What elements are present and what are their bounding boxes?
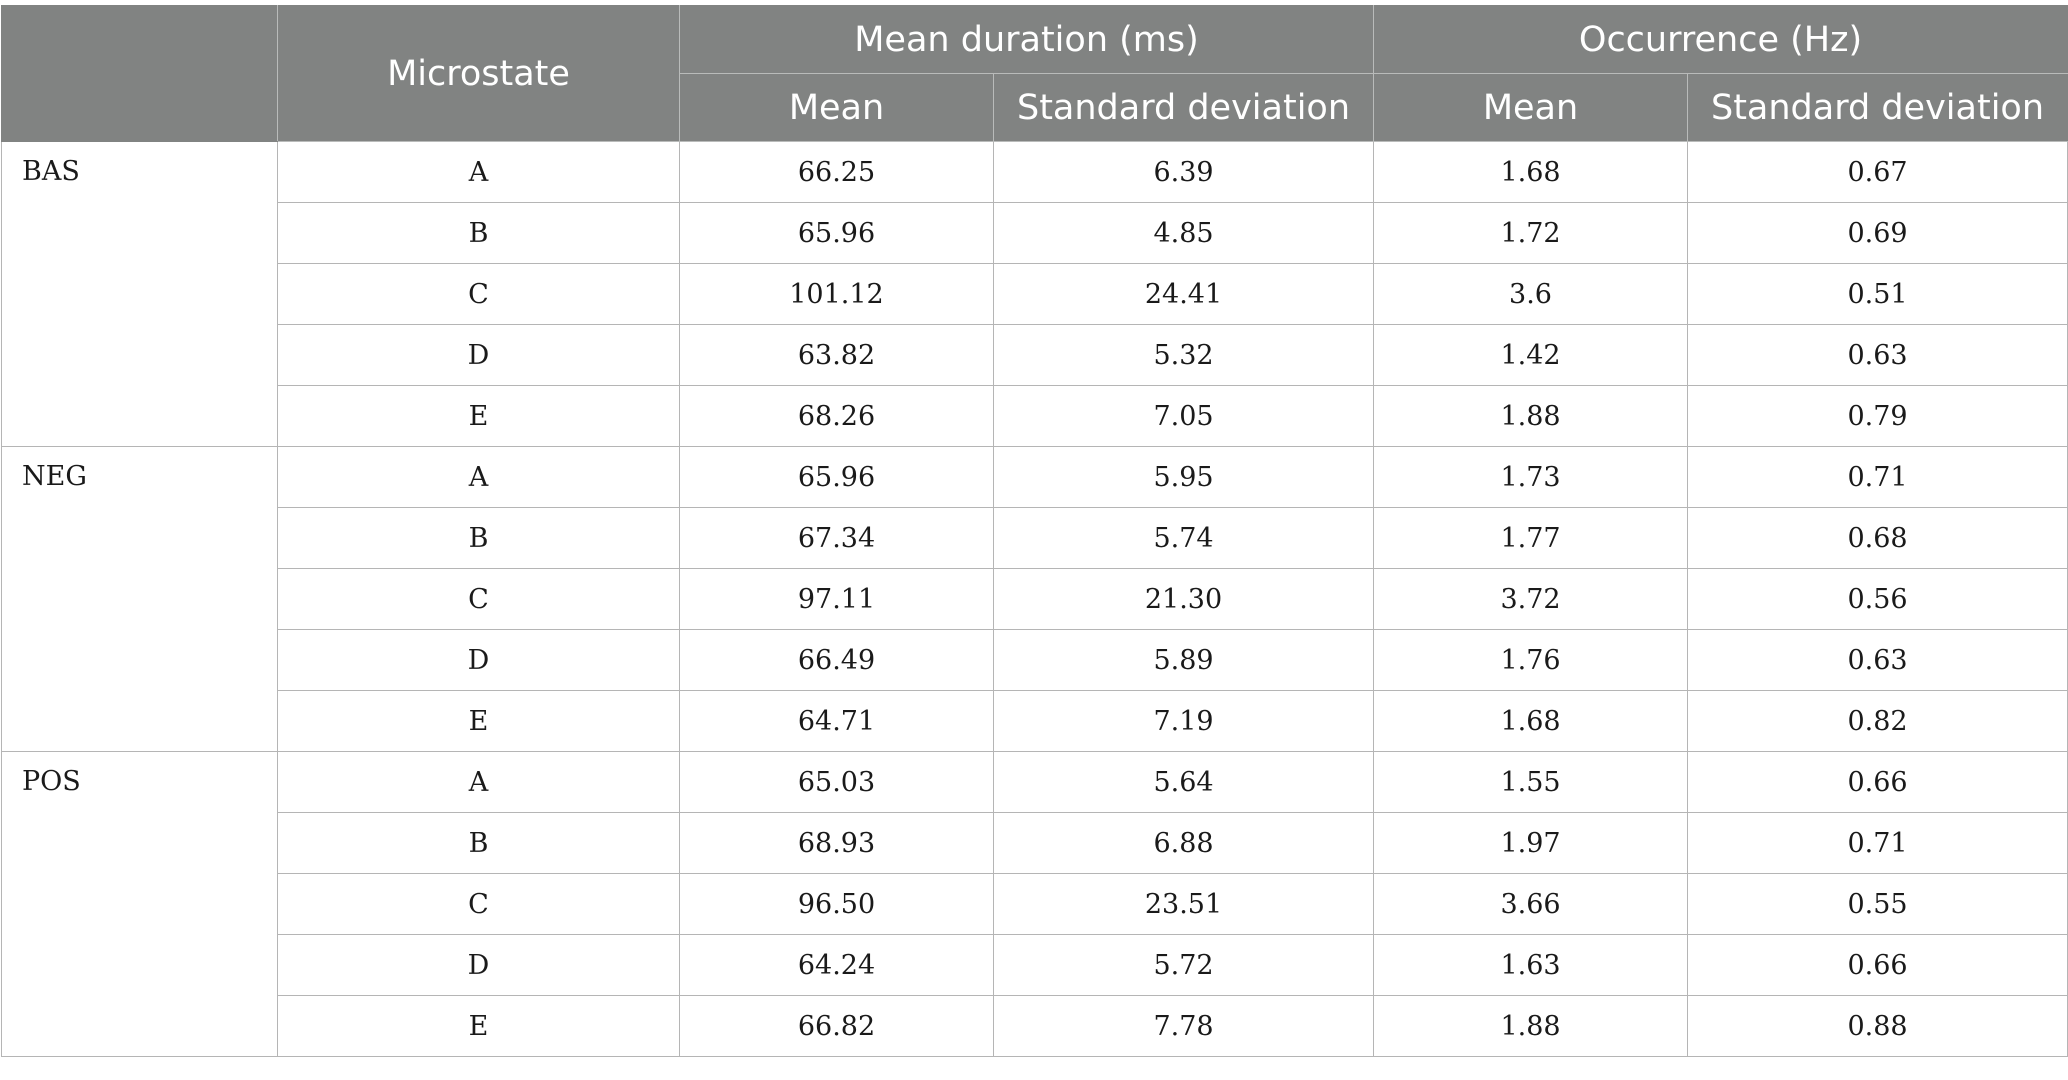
occurrence-mean-cell: 3.72 [1374, 569, 1688, 630]
occurrence-mean-cell: 3.6 [1374, 264, 1688, 325]
occurrence-sd-cell: 0.67 [1688, 142, 2068, 203]
occurrence-mean-cell: 3.66 [1374, 874, 1688, 935]
occurrence-sd-cell: 0.88 [1688, 996, 2068, 1057]
table-row [2, 691, 2068, 752]
table-row [2, 752, 2068, 813]
duration-sd-cell: 5.32 [994, 325, 1374, 386]
occurrence-mean-cell: 1.42 [1374, 325, 1688, 386]
duration-mean-cell: 68.93 [680, 813, 994, 874]
occurrence-sd-cell: 0.56 [1688, 569, 2068, 630]
duration-sd-cell: 5.95 [994, 447, 1374, 508]
table-row [2, 142, 2068, 203]
duration-sd-cell: 6.88 [994, 813, 1374, 874]
duration-mean-cell: 65.96 [680, 203, 994, 264]
duration-mean-cell: 65.03 [680, 752, 994, 813]
occurrence-sd-cell: 0.82 [1688, 691, 2068, 752]
occurrence-mean-cell: 1.88 [1374, 386, 1688, 447]
table-row [2, 508, 2068, 569]
microstate-cell: E [278, 386, 680, 447]
header-microstate: Microstate [278, 6, 680, 142]
occurrence-sd-cell: 0.71 [1688, 447, 2068, 508]
occurrence-mean-cell: 1.73 [1374, 447, 1688, 508]
duration-mean-cell: 68.26 [680, 386, 994, 447]
table-row [2, 935, 2068, 996]
occurrence-sd-cell: 0.55 [1688, 874, 2068, 935]
microstate-cell: B [278, 203, 680, 264]
duration-mean-cell: 65.96 [680, 447, 994, 508]
header-duration-mean: Mean [680, 74, 994, 142]
table-row [2, 996, 2068, 1057]
occurrence-mean-cell: 1.76 [1374, 630, 1688, 691]
table-row [2, 569, 2068, 630]
duration-mean-cell: 64.24 [680, 935, 994, 996]
microstate-cell: C [278, 874, 680, 935]
duration-mean-cell: 66.82 [680, 996, 994, 1057]
occurrence-sd-cell: 0.79 [1688, 386, 2068, 447]
duration-mean-cell: 97.11 [680, 569, 994, 630]
condition-label: BAS [2, 142, 278, 447]
occurrence-sd-cell: 0.66 [1688, 752, 2068, 813]
occurrence-sd-cell: 0.69 [1688, 203, 2068, 264]
occurrence-mean-cell: 1.72 [1374, 203, 1688, 264]
table-row [2, 325, 2068, 386]
duration-sd-cell: 4.85 [994, 203, 1374, 264]
occurrence-mean-cell: 1.97 [1374, 813, 1688, 874]
condition-label: POS [2, 752, 278, 1057]
microstate-cell: D [278, 935, 680, 996]
duration-mean-cell: 66.25 [680, 142, 994, 203]
duration-mean-cell: 66.49 [680, 630, 994, 691]
occurrence-mean-cell: 1.55 [1374, 752, 1688, 813]
duration-sd-cell: 7.05 [994, 386, 1374, 447]
occurrence-mean-cell: 1.77 [1374, 508, 1688, 569]
microstate-cell: D [278, 630, 680, 691]
table-row [2, 874, 2068, 935]
duration-mean-cell: 96.50 [680, 874, 994, 935]
table-row [2, 203, 2068, 264]
microstate-cell: A [278, 752, 680, 813]
duration-sd-cell: 23.51 [994, 874, 1374, 935]
condition-label: NEG [2, 447, 278, 752]
header-occurrence-sd: Standard deviation [1688, 74, 2068, 142]
occurrence-sd-cell: 0.51 [1688, 264, 2068, 325]
microstate-cell: C [278, 569, 680, 630]
header-corner-cell [2, 6, 278, 142]
table-row [2, 264, 2068, 325]
table-row [2, 447, 2068, 508]
duration-mean-cell: 63.82 [680, 325, 994, 386]
duration-sd-cell: 5.64 [994, 752, 1374, 813]
header-duration-sd: Standard deviation [994, 74, 1374, 142]
microstate-cell: A [278, 447, 680, 508]
duration-sd-cell: 5.74 [994, 508, 1374, 569]
occurrence-mean-cell: 1.68 [1374, 142, 1688, 203]
microstate-cell: B [278, 508, 680, 569]
header-row-top [2, 6, 2068, 74]
header-occurrence: Occurrence (Hz) [1374, 6, 2068, 74]
occurrence-mean-cell: 1.68 [1374, 691, 1688, 752]
duration-mean-cell: 64.71 [680, 691, 994, 752]
table-body [2, 142, 2068, 1057]
duration-sd-cell: 7.19 [994, 691, 1374, 752]
header-mean-duration: Mean duration (ms) [680, 6, 1374, 74]
occurrence-sd-cell: 0.66 [1688, 935, 2068, 996]
occurrence-sd-cell: 0.63 [1688, 630, 2068, 691]
table-row [2, 386, 2068, 447]
duration-mean-cell: 101.12 [680, 264, 994, 325]
occurrence-sd-cell: 0.63 [1688, 325, 2068, 386]
duration-sd-cell: 6.39 [994, 142, 1374, 203]
microstate-table [1, 5, 2068, 1057]
duration-sd-cell: 21.30 [994, 569, 1374, 630]
table-header [2, 6, 2068, 142]
occurrence-mean-cell: 1.63 [1374, 935, 1688, 996]
duration-sd-cell: 5.89 [994, 630, 1374, 691]
table-row [2, 813, 2068, 874]
duration-sd-cell: 24.41 [994, 264, 1374, 325]
occurrence-sd-cell: 0.68 [1688, 508, 2068, 569]
microstate-cell: E [278, 691, 680, 752]
duration-sd-cell: 5.72 [994, 935, 1374, 996]
occurrence-mean-cell: 1.88 [1374, 996, 1688, 1057]
microstate-cell: A [278, 142, 680, 203]
microstate-table-container [1, 5, 2067, 1057]
microstate-cell: B [278, 813, 680, 874]
microstate-cell: E [278, 996, 680, 1057]
header-occurrence-mean: Mean [1374, 74, 1688, 142]
duration-mean-cell: 67.34 [680, 508, 994, 569]
occurrence-sd-cell: 0.71 [1688, 813, 2068, 874]
microstate-cell: D [278, 325, 680, 386]
duration-sd-cell: 7.78 [994, 996, 1374, 1057]
microstate-cell: C [278, 264, 680, 325]
table-row [2, 630, 2068, 691]
